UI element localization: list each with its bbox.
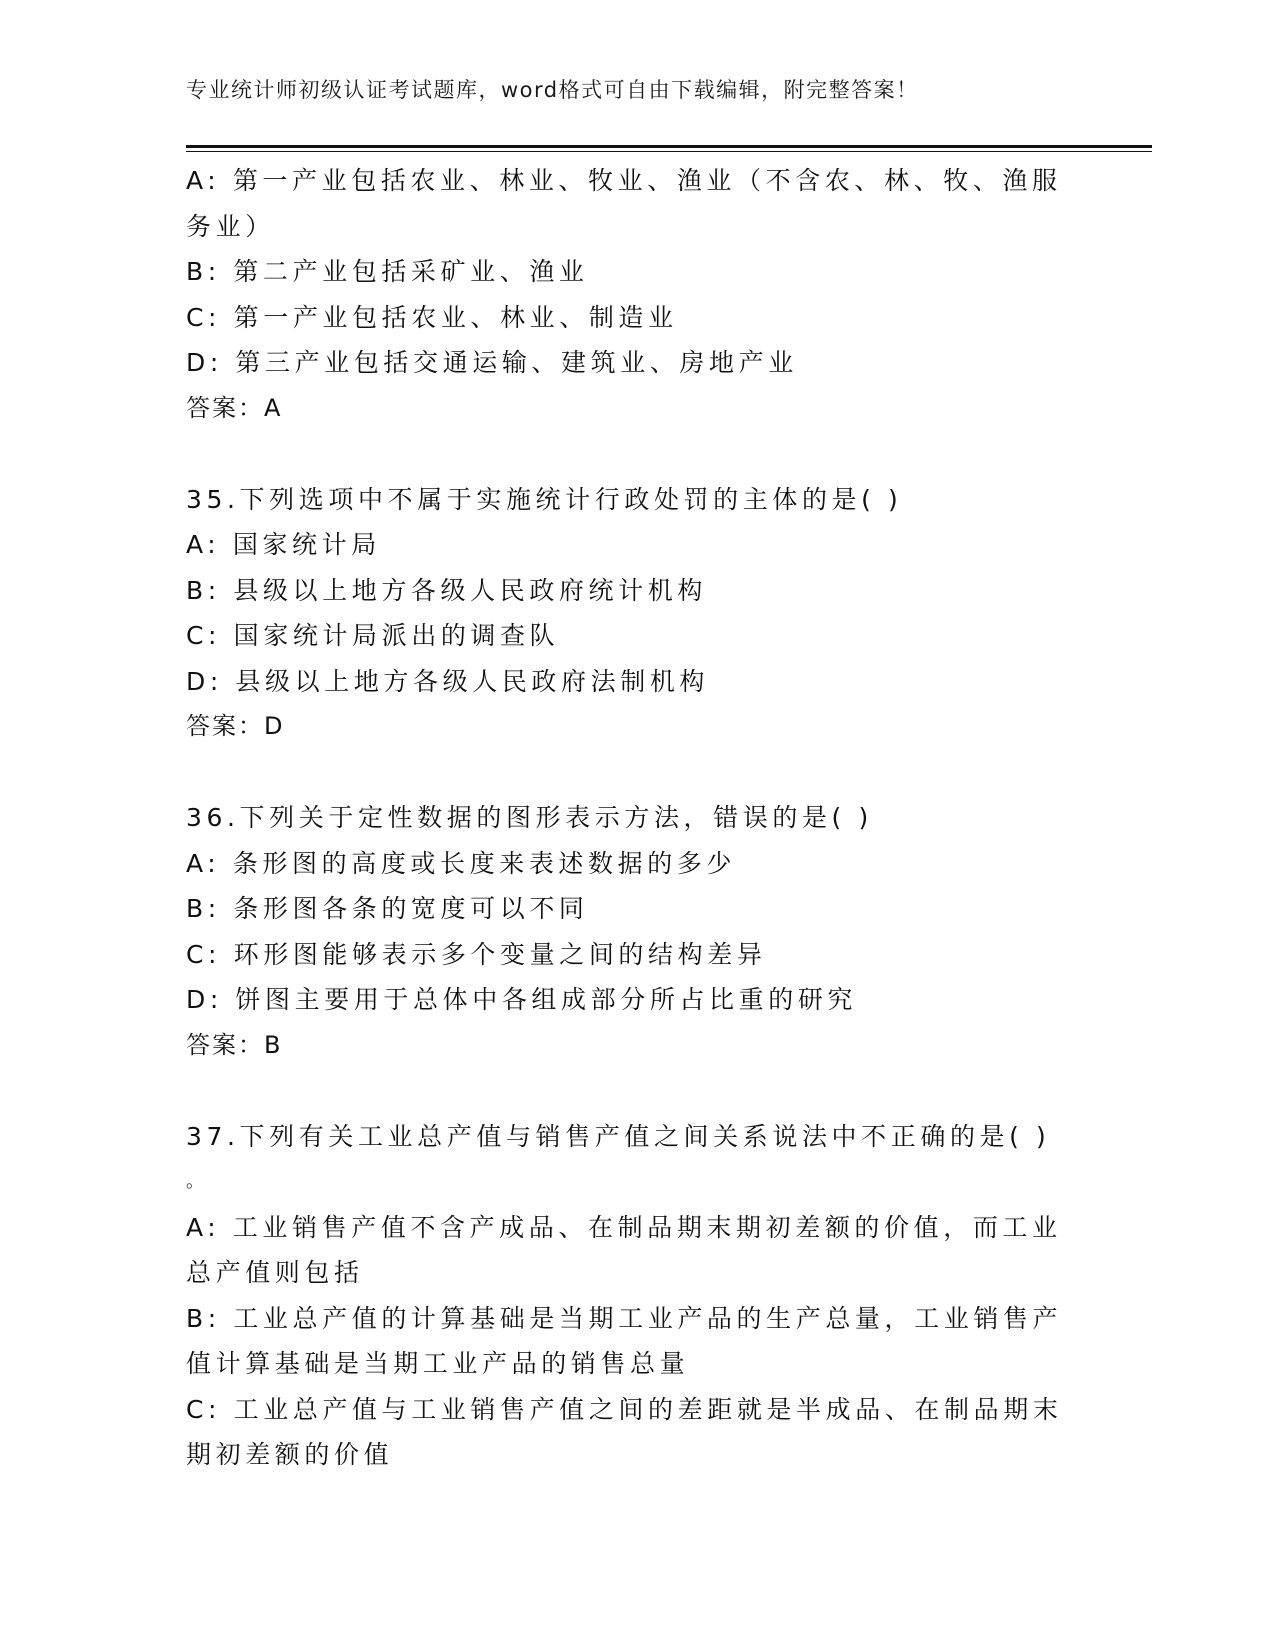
option-b: B: 第二产业包括采矿业、渔业 (186, 257, 589, 286)
spacer (186, 1068, 1066, 1114)
question-block-35 (186, 477, 1066, 750)
option-c: C: 国家统计局派出的调查队 (186, 621, 560, 650)
option-d: D: 饼图主要用于总体中各组成部分所占比重的研究 (186, 985, 858, 1014)
spacer (186, 431, 1066, 477)
option-a: A: 工业销售产值不含产成品、在制品期末期初差额的价值，而工业总产值则包括 (186, 1212, 1062, 1287)
option-b: B: 工业总产值的计算基础是当期工业产品的生产总量，工业销售产值计算基础是当期工业产品的销售总量 (186, 1303, 1063, 1378)
question-block-34 (186, 158, 1066, 431)
option-c: C: 第一产业包括农业、林业、制造业 (186, 302, 678, 332)
answer: 答案：B (186, 1030, 283, 1059)
answer: 答案：D (186, 712, 285, 740)
option-a: A: 条形图的高度或长度来表述数据的多少 (186, 848, 737, 878)
option-c: C: 环形图能够表示多个变量之间的结构差异 (186, 939, 767, 969)
option-a: A: 国家统计局 (186, 530, 381, 559)
question-tail: 。 (186, 1171, 209, 1192)
option-c: C: 工业总产值与工业销售产值之间的差距就是半成品、在制品期末期初差额的价值 (186, 1394, 1063, 1469)
option-b: B: 条形图各条的宽度可以不同 (186, 894, 589, 923)
option-b: B: 县级以上地方各级人民政府统计机构 (186, 575, 707, 605)
header-rule-thin (186, 151, 1152, 152)
answer: 答案：A (186, 393, 283, 422)
option-d: D: 县级以上地方各级人民政府法制机构 (186, 666, 710, 696)
option-a: A: 第一产业包括农业、林业、牧业、渔业（不含农、林、牧、渔服务业） (186, 166, 1062, 241)
header-rule-thick (186, 145, 1152, 148)
question-block-36 (186, 795, 1066, 1068)
question-text: 36.下列关于定性数据的图形表示方法，错误的是( ) (186, 803, 873, 832)
spacer (186, 750, 1066, 796)
question-text: 35.下列选项中不属于实施统计行政处罚的主体的是( ) (186, 484, 903, 514)
page-header: 专业统计师初级认证考试题库，word格式可自由下载编辑，附完整答案！ (186, 78, 919, 102)
question-block-37 (186, 1114, 1066, 1478)
question-text: 37.下列有关工业总产值与销售产值之间关系说法中不正确的是( ) (186, 1121, 1051, 1151)
option-d: D: 第三产业包括交通运输、建筑业、房地产业 (186, 348, 798, 377)
question-content (186, 158, 1066, 1478)
